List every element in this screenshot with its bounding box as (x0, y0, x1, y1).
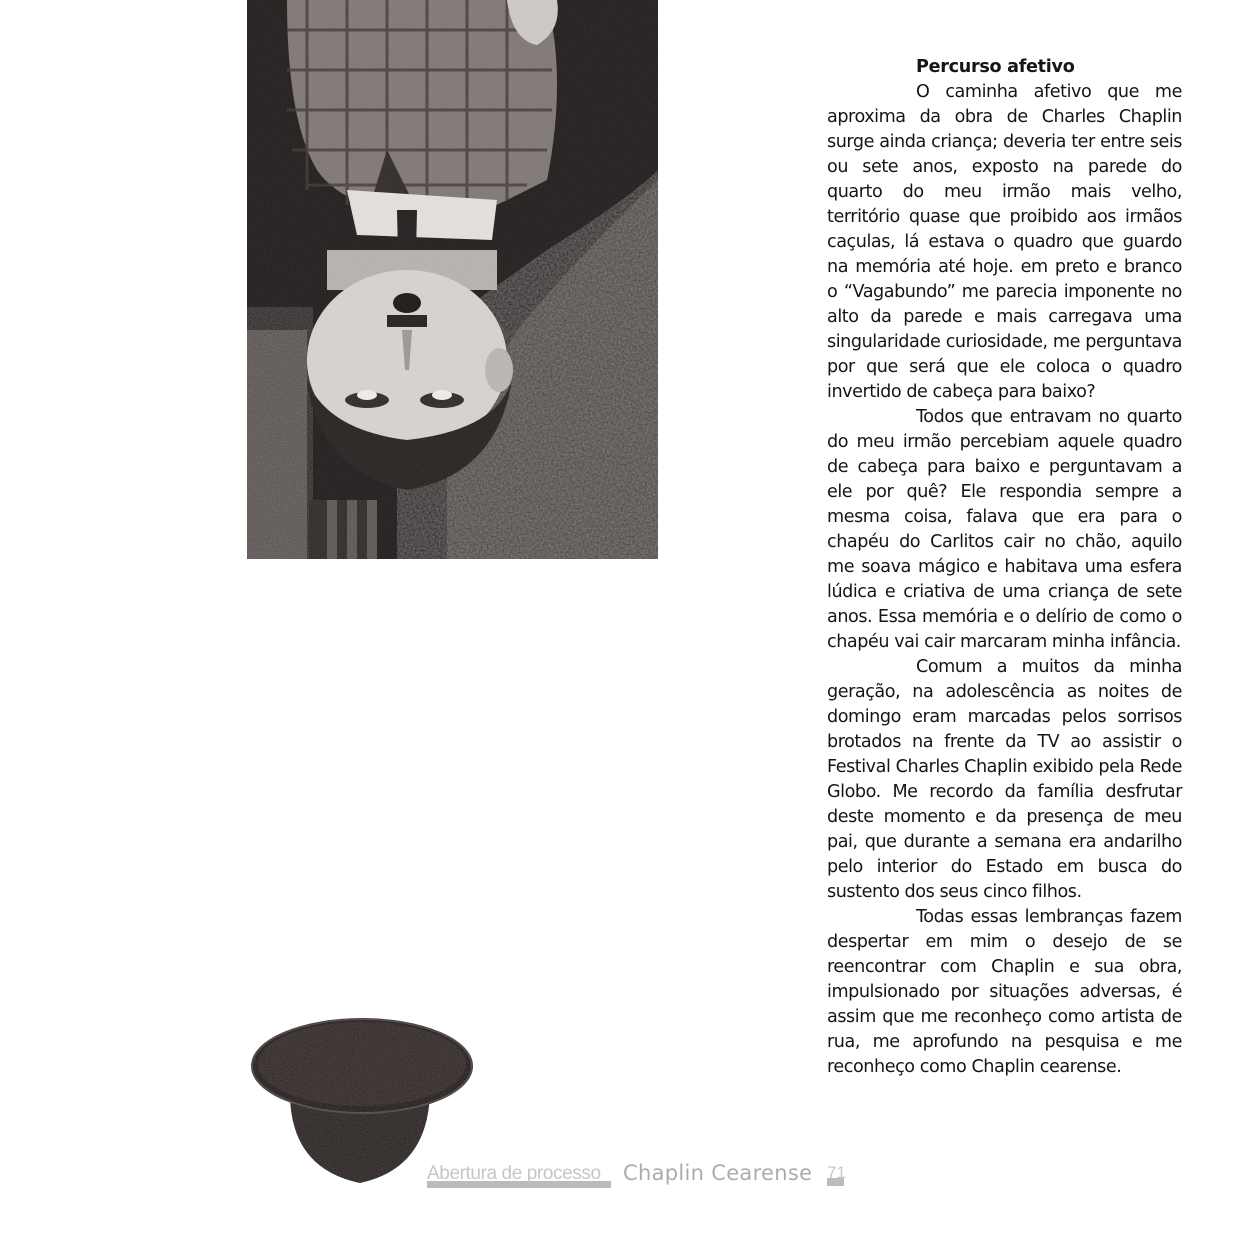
article-heading: Percurso afetivo (916, 57, 1075, 77)
footer-book-title: Chaplin Cearense (623, 1161, 813, 1185)
footer-section-label: Abertura de processo (427, 1163, 601, 1184)
page-footer (427, 1163, 857, 1193)
article-paragraph: O caminha afetivo que me aproxima da obra de Charles Chaplin surge ainda criança; deveria ter entre seis ou sete anos, exposto na parede do quarto do meu irmão mais velho, território quase que proibido aos irmãos caçulas, lá estava o quadro que guardo na memória até hoje. em preto e branco o “Vagabundo” me parecia imponente no alto da parede e mais carregava uma singularidade curiosidade, me perguntava por que será que ele coloca o quadro invertido de cabeça para baixo? (827, 82, 1182, 402)
article-paragraph: Todas essas lembranças fazem despertar em mim o desejo de se reencontrar com Chaplin e sua obra, impulsionado por situações adversas, é assim que me reconheço como artista de rua, me aprofundo na pesquisa e me reconheço como Chaplin cearense. (827, 907, 1182, 1077)
article-text-column (827, 55, 1182, 1080)
page-number: 71 (827, 1163, 846, 1182)
upside-down-portrait-photo (247, 0, 658, 559)
portrait-illustration (247, 0, 658, 559)
article-paragraph: Comum a muitos da minha geração, na adolescência as noites de domingo eram marcadas pelos sorrisos brotados na frente da TV ao assistir o Festival Charles Chaplin exibido pela Rede Globo. Me recordo da família desfrutar deste momento e da presença de meu pai, que durante a semana era andarilho pelo interior do Estado em busca do sustento dos seus cinco filhos. (827, 657, 1182, 902)
article-paragraph: Todos que entravam no quarto do meu irmão percebiam aquele quadro de cabeça para baixo e perguntavam a ele por quê? Ele respondia sempre a mesma coisa, falava que era para o chapéu do Carlitos cair no chão, aquilo me soava mágico e habitava uma esfera lúdica e criativa de uma criança de sete anos. Essa memória e o delírio de como o chapéu vai cair marcaram minha infância. (827, 407, 1182, 652)
